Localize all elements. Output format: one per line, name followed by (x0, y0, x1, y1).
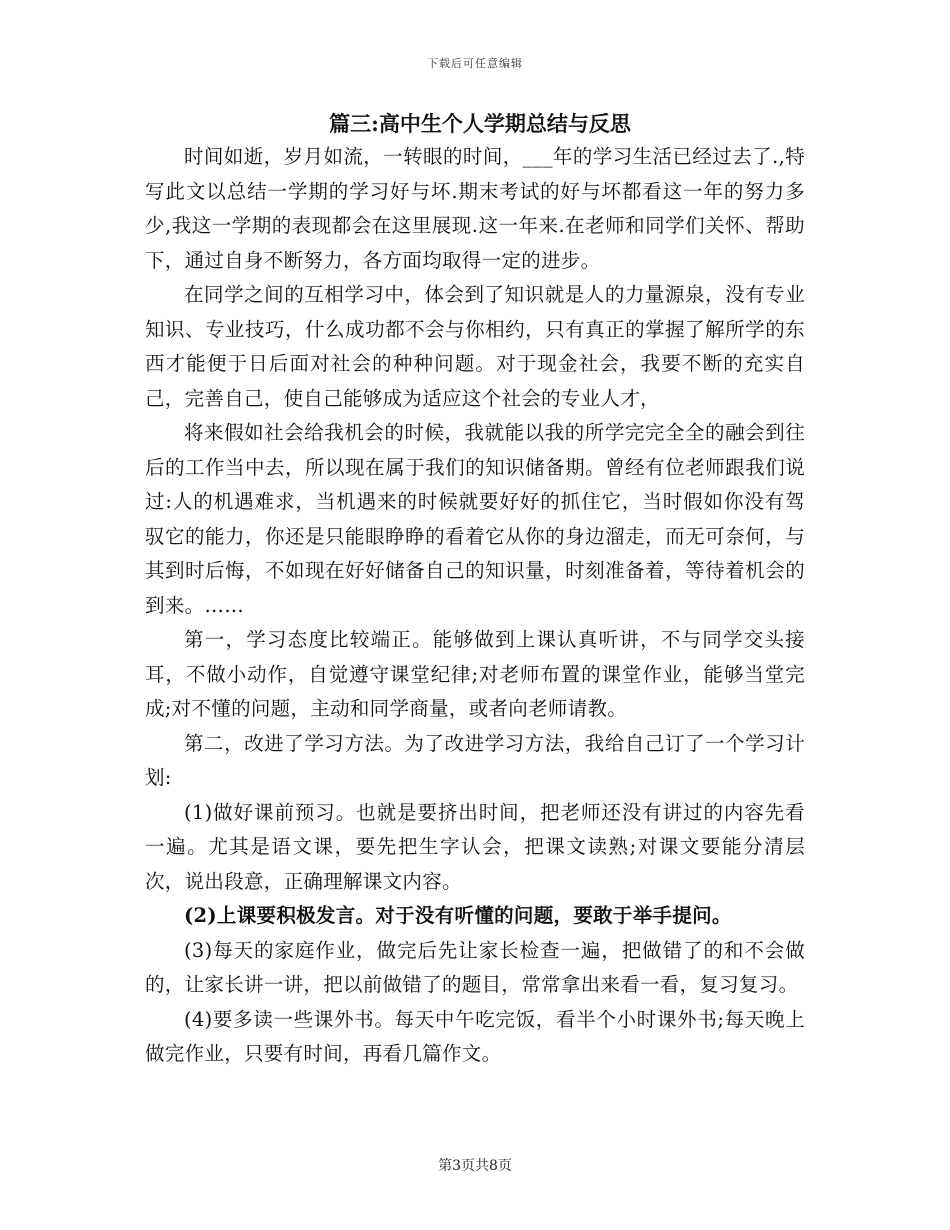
paragraph-plan-item-2: (2)上课要积极发言。对于没有听懂的问题，要敢于举手提问。 (184, 904, 732, 927)
paragraph-mutual-learning: 在同学之间的互相学习中，体会到了知识就是人的力量源泉，没有专业知识、专业技巧，什么成功都不会与你相约，只有真正的掌握了解所学的东西才能便于日后面对社会的种种问题。对于现金社会，我要不断的充实自己，完善自己，使自己能够成为适应这个社会的专业人才， (145, 283, 805, 410)
paragraph-intro: 时间如逝，岁月如流，一转眼的时间，___年的学习生活已经过去了.,特写此文以总结一学期的学习好与坏.期末考试的好与坏都看这一年的努力多少,我这一学期的表现都会在这里展现.这一年来.在老师和同学们关怀、帮助下，通过自身不断努力，各方面均取得一定的进步。 (145, 145, 805, 272)
paragraph-plan-item-1: (1)做好课前预习。也就是要挤出时间，把老师还没有讲过的内容先看一遍。尤其是语文课，要先把生字认会，把课文读熟;对课文要能分清层次，说出段意，正确理解课文内容。 (145, 800, 805, 893)
header-note: 下载后可任意编辑 (427, 57, 523, 70)
paragraph-plan-item-4: (4)要多读一些课外书。每天中午吃完饭，看半个小时课外书;每天晚上做完作业，只要有时间，再看几篇作文。 (145, 1007, 805, 1065)
paragraph-plan-item-3: (3)每天的家庭作业，做完后先让家长检查一遍，把做错了的和不会做的，让家长讲一讲，把以前做错了的题目，常常拿出来看一看，复习复习。 (145, 938, 805, 996)
paragraph-point-two: 第二，改进了学习方法。为了改进学习方法，我给自己订了一个学习计划: (145, 731, 805, 789)
paragraph-point-one: 第一，学习态度比较端正。能够做到上课认真听讲，不与同学交头接耳，不做小动作，自觉遵守课堂纪律;对老师布置的课堂作业，能够当堂完成;对不懂的问题，主动和同学商量，或者向老师请教。 (145, 628, 805, 720)
page-footer: 第3页共8页 (438, 1158, 512, 1174)
paragraph-future-opportunity: 将来假如社会给我机会的时候，我就能以我的所学完完全全的融会到往后的工作当中去，所以现在属于我们的知识储备期。曾经有位老师跟我们说过:人的机遇难求，当机遇来的时候就要好好的抓住它，当时假如你没有驾驭它的能力，你还是只能眼睁睁的看着它从你的身边溜走，而无可奈何，与其到时后悔，不如现在好好储备自己的知识量，时刻准备着，等待着机会的到来。…… (145, 421, 805, 617)
document-body (145, 108, 805, 1072)
document-title: 篇三:高中生个人学期总结与反思 (329, 111, 631, 136)
